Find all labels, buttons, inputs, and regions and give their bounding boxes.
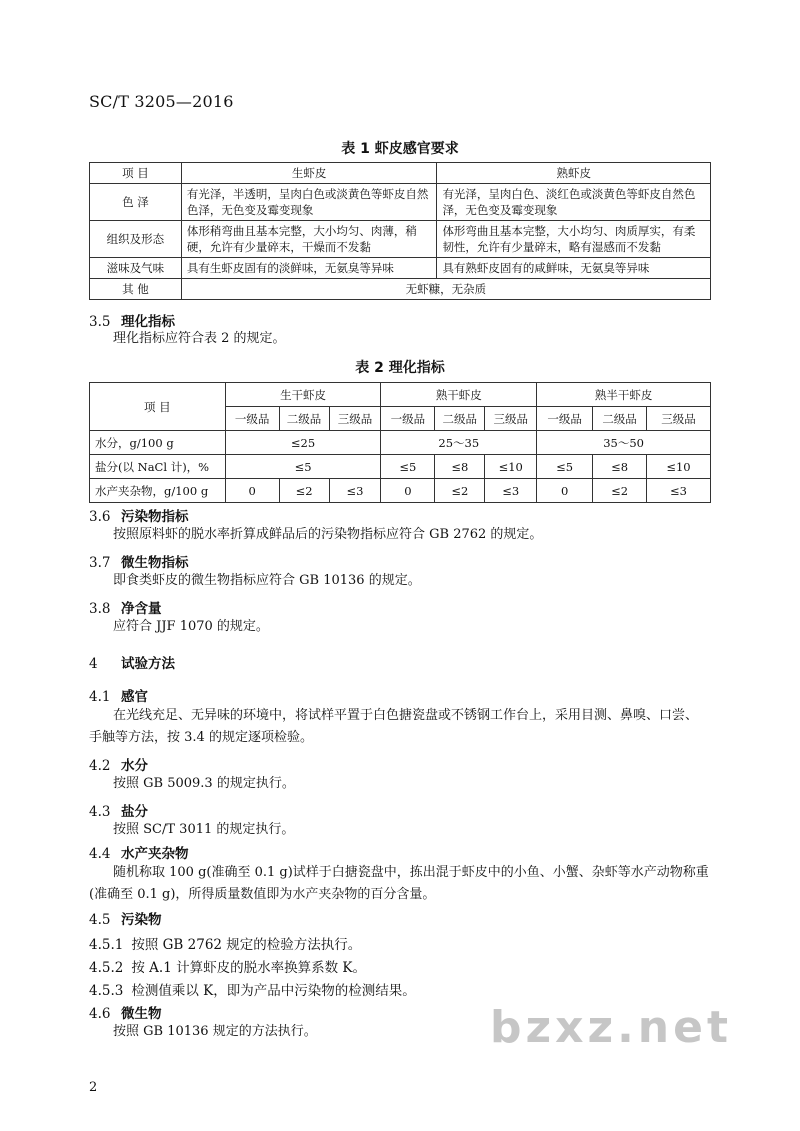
- section-3-6-heading: [89, 505, 189, 525]
- table-header-row: [90, 163, 711, 184]
- section-text: 按照 GB 2762 规定的检验方法执行。: [131, 937, 362, 953]
- row-label: 水分，g/100 g: [90, 431, 226, 455]
- section-4-2-text: 按照 GB 5009.3 的规定执行。: [113, 776, 295, 791]
- section-4-heading: [89, 652, 175, 672]
- table-row-salt: [90, 455, 711, 479]
- grade-cell: 二级品: [435, 407, 485, 431]
- group-raw-dried: 生干虾皮: [225, 383, 381, 407]
- row-item: 组织及形态: [90, 221, 182, 258]
- value-cell: 0: [537, 479, 593, 503]
- row-raw: 有光泽，半透明，呈肉白色或淡黄色等虾皮自然色泽，无色变及霉变现象: [181, 184, 437, 221]
- table-row-impurity: [90, 479, 711, 503]
- section-4-4-text: 随机称取 100 g(准确至 0.1 g)试样于白搪瓷盘中，拣出混于虾皮中的小鱼、小蟹、杂虾等水产动物称重(准确至 0.1 g)，所得质量数值即为水产夹杂物的百分含量。: [89, 865, 709, 902]
- value-cell: ≤3: [329, 479, 381, 503]
- section-4-5-2: [89, 956, 366, 976]
- value-cell: ≤3: [647, 479, 711, 503]
- section-3-8-text: 应符合 JJF 1070 的规定。: [113, 619, 269, 634]
- row-cooked: 具有熟虾皮固有的咸鲜味，无氨臭等异味: [437, 258, 711, 279]
- section-text: 检测值乘以 K，即为产品中污染物的检测结果。: [131, 983, 416, 999]
- value-cell: 25～35: [381, 431, 537, 455]
- header-item: 项 目: [90, 163, 182, 184]
- value-cell: ≤25: [225, 431, 381, 455]
- section-4-3-heading: [89, 800, 148, 820]
- section-title: 净含量: [121, 601, 162, 617]
- table2-title: 表 2 理化指标: [355, 360, 445, 376]
- header-raw: 生虾皮: [181, 163, 437, 184]
- group-cooked-dried: 熟干虾皮: [381, 383, 537, 407]
- watermark: bzxz.net: [490, 1002, 733, 1053]
- section-3-5-text: 理化指标应符合表 2 的规定。: [113, 331, 286, 346]
- section-4-5-heading: [89, 908, 162, 928]
- section-title: 水产夹杂物: [121, 846, 189, 862]
- row-label: 盐分(以 NaCl 计)，%: [90, 455, 226, 479]
- section-number: 3.6: [89, 509, 111, 525]
- grade-cell: 三级品: [485, 407, 537, 431]
- table-row: [90, 279, 711, 300]
- section-number: 4.5: [89, 912, 111, 928]
- row-item: 滋味及气味: [90, 258, 182, 279]
- section-4-1-text: 在光线充足、无异味的环境中，将试样平置于白色搪瓷盘或不锈钢工作台上，采用目测、鼻嗅、口尝、手触等方法，按 3.4 的规定逐项检验。: [89, 708, 699, 745]
- value-cell: ≤2: [593, 479, 647, 503]
- section-number: 4.4: [89, 846, 111, 862]
- section-title: 盐分: [121, 804, 148, 820]
- grade-cell: 三级品: [329, 407, 381, 431]
- section-number: 4.2: [89, 758, 111, 774]
- section-3-7-text: 即食类虾皮的微生物指标应符合 GB 10136 的规定。: [113, 573, 421, 588]
- value-cell: ≤10: [485, 455, 537, 479]
- grade-cell: 二级品: [593, 407, 647, 431]
- section-number: 3.7: [89, 555, 111, 571]
- section-number: 4.5.3: [89, 983, 124, 999]
- section-number: 4.5.1: [89, 937, 124, 953]
- section-number: 4.3: [89, 804, 111, 820]
- row-cooked: 体形弯曲且基本完整，大小均匀、肉质厚实，有柔韧性，允许有少量碎末，略有湿感而不发黏: [437, 221, 711, 258]
- value-cell: ≤2: [279, 479, 329, 503]
- section-4-1-heading: [89, 685, 148, 705]
- section-4-2-heading: [89, 754, 148, 774]
- row-item: 其 他: [90, 279, 182, 300]
- grade-cell: 三级品: [647, 407, 711, 431]
- row-item: 色 泽: [90, 184, 182, 221]
- row-label: 水产夹杂物，g/100 g: [90, 479, 226, 503]
- value-cell: ≤10: [647, 455, 711, 479]
- value-cell: ≤8: [593, 455, 647, 479]
- section-3-7-heading: [89, 551, 189, 571]
- row-raw: 具有生虾皮固有的淡鲜味，无氨臭等异味: [181, 258, 437, 279]
- table-row: [90, 184, 711, 221]
- section-4-6-heading: [89, 1002, 162, 1022]
- header-cooked: 熟虾皮: [437, 163, 711, 184]
- section-4-5-3: [89, 979, 416, 999]
- section-title: 污染物指标: [121, 509, 189, 525]
- section-number: 3.8: [89, 601, 111, 617]
- group-cooked-semidried: 熟半干虾皮: [537, 383, 711, 407]
- section-title: 微生物: [121, 1006, 162, 1022]
- value-cell: 0: [225, 479, 279, 503]
- section-title: 微生物指标: [121, 555, 189, 571]
- row-raw: 体形稍弯曲且基本完整，大小均匀、肉薄，稍硬，允许有少量碎末，干燥而不发黏: [181, 221, 437, 258]
- row-merged: 无虾糠，无杂质: [181, 279, 710, 300]
- section-number: 4.6: [89, 1006, 111, 1022]
- grade-cell: 一级品: [381, 407, 435, 431]
- section-4-5-1: [89, 933, 361, 953]
- value-cell: ≤5: [225, 455, 381, 479]
- group-header-row: [90, 383, 711, 407]
- table-row: [90, 221, 711, 258]
- section-4-6-text: 按照 GB 10136 规定的方法执行。: [113, 1024, 317, 1039]
- section-title: 污染物: [121, 912, 162, 928]
- section-number: 3.5: [89, 314, 111, 330]
- section-text: 按 A.1 计算虾皮的脱水率换算系数 K。: [131, 960, 366, 976]
- header-item: 项 目: [90, 383, 226, 431]
- section-3-8-heading: [89, 597, 162, 617]
- value-cell: 0: [381, 479, 435, 503]
- section-3-5-heading: [89, 310, 175, 330]
- table-row-moisture: [90, 431, 711, 455]
- section-3-6-text: 按照原料虾的脱水率折算成鲜品后的污染物指标应符合 GB 2762 的规定。: [113, 527, 543, 542]
- section-number: 4.5.2: [89, 960, 124, 976]
- table1-title: 表 1 虾皮感官要求: [341, 141, 459, 157]
- value-cell: 35～50: [537, 431, 711, 455]
- grade-cell: 二级品: [279, 407, 329, 431]
- section-4-4-heading: [89, 842, 189, 862]
- value-cell: ≤2: [435, 479, 485, 503]
- value-cell: ≤5: [537, 455, 593, 479]
- section-title: 试验方法: [121, 656, 175, 672]
- section-title: 感官: [121, 689, 148, 705]
- section-number: 4: [89, 656, 98, 672]
- section-title: 水分: [121, 758, 148, 774]
- section-4-3-text: 按照 SC/T 3011 的规定执行。: [113, 822, 295, 837]
- sensory-requirements-table: [89, 162, 711, 300]
- grade-cell: 一级品: [537, 407, 593, 431]
- grade-cell: 一级品: [225, 407, 279, 431]
- value-cell: ≤3: [485, 479, 537, 503]
- section-number: 4.1: [89, 689, 111, 705]
- row-cooked: 有光泽，呈肉白色、淡红色或淡黄色等虾皮自然色泽，无色变及霉变现象: [437, 184, 711, 221]
- value-cell: ≤8: [435, 455, 485, 479]
- value-cell: ≤5: [381, 455, 435, 479]
- table-row: [90, 258, 711, 279]
- page-number: 2: [89, 1080, 98, 1095]
- standard-number: SC/T 3205—2016: [89, 92, 234, 111]
- section-title: 理化指标: [121, 314, 175, 330]
- physicochemical-table: [89, 382, 711, 503]
